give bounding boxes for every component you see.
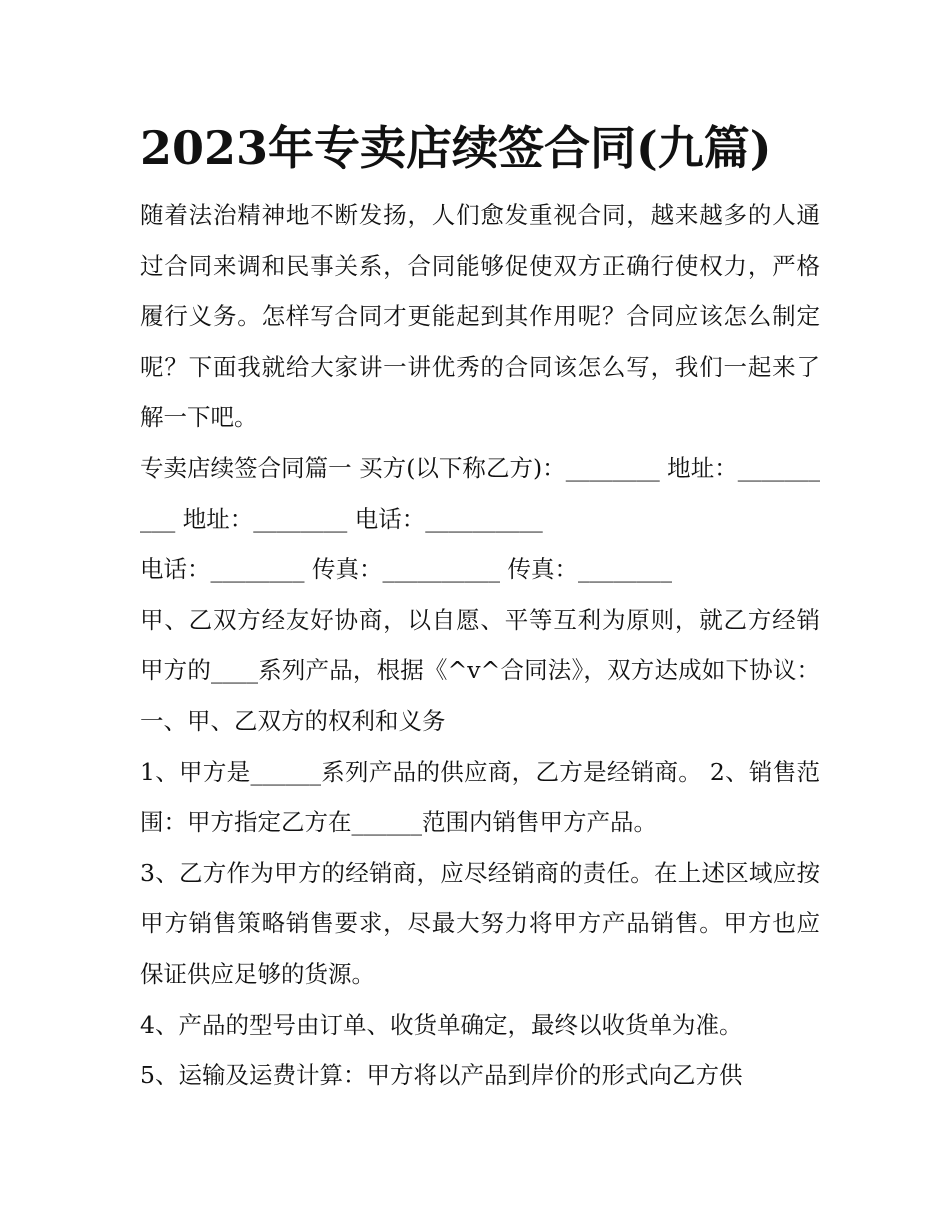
intro-paragraph: 随着法治精神地不断发扬，人们愈发重视合同，越来越多的人通过合同来调和民事关系，合同能够促使双方正确行使权力，严格履行义务。怎样写合同才更能起到其作用呢？合同应该怎么制定呢？下面我就给大家讲一讲优秀的合同该怎么写，我们一起来了解一下吧。 [140,201,820,432]
clause-1-2-paragraph: 1、甲方是______系列产品的供应商，乙方是经销商。 2、销售范围：甲方指定乙方在______范围内销售甲方产品。 [140,757,820,837]
agreement-paragraph: 甲、乙双方经友好协商，以自愿、平等互利为原则，就乙方经销甲方的____系列产品，根据《^v^合同法》，双方达成如下协议： 一、甲、乙双方的权利和义务 [140,605,820,735]
contact-info-paragraph: 电话：________ 传真：__________ 传真：________ [140,555,672,584]
clause-3-paragraph: 3、乙方作为甲方的经销商，应尽经销商的责任。在上述区域应按甲方销售策略销售要求，尽最大努力将甲方产品销售。甲方也应保证供应足够的货源。 [140,858,820,988]
clause-4-paragraph: 4、产品的型号由订单、收货单确定，最终以收货单为准。 [140,1010,743,1039]
clause-5-paragraph: 5、运输及运费计算：甲方将以产品到岸价的形式向乙方供 [140,1061,743,1090]
buyer-info-paragraph: 专卖店续签合同篇一 买方(以下称乙方)：________ 地址：__________ 地址：________ 电话：__________ [140,453,820,533]
document-title: 2023年专卖店续签合同(九篇) [140,121,772,175]
document-page [140,118,820,1101]
